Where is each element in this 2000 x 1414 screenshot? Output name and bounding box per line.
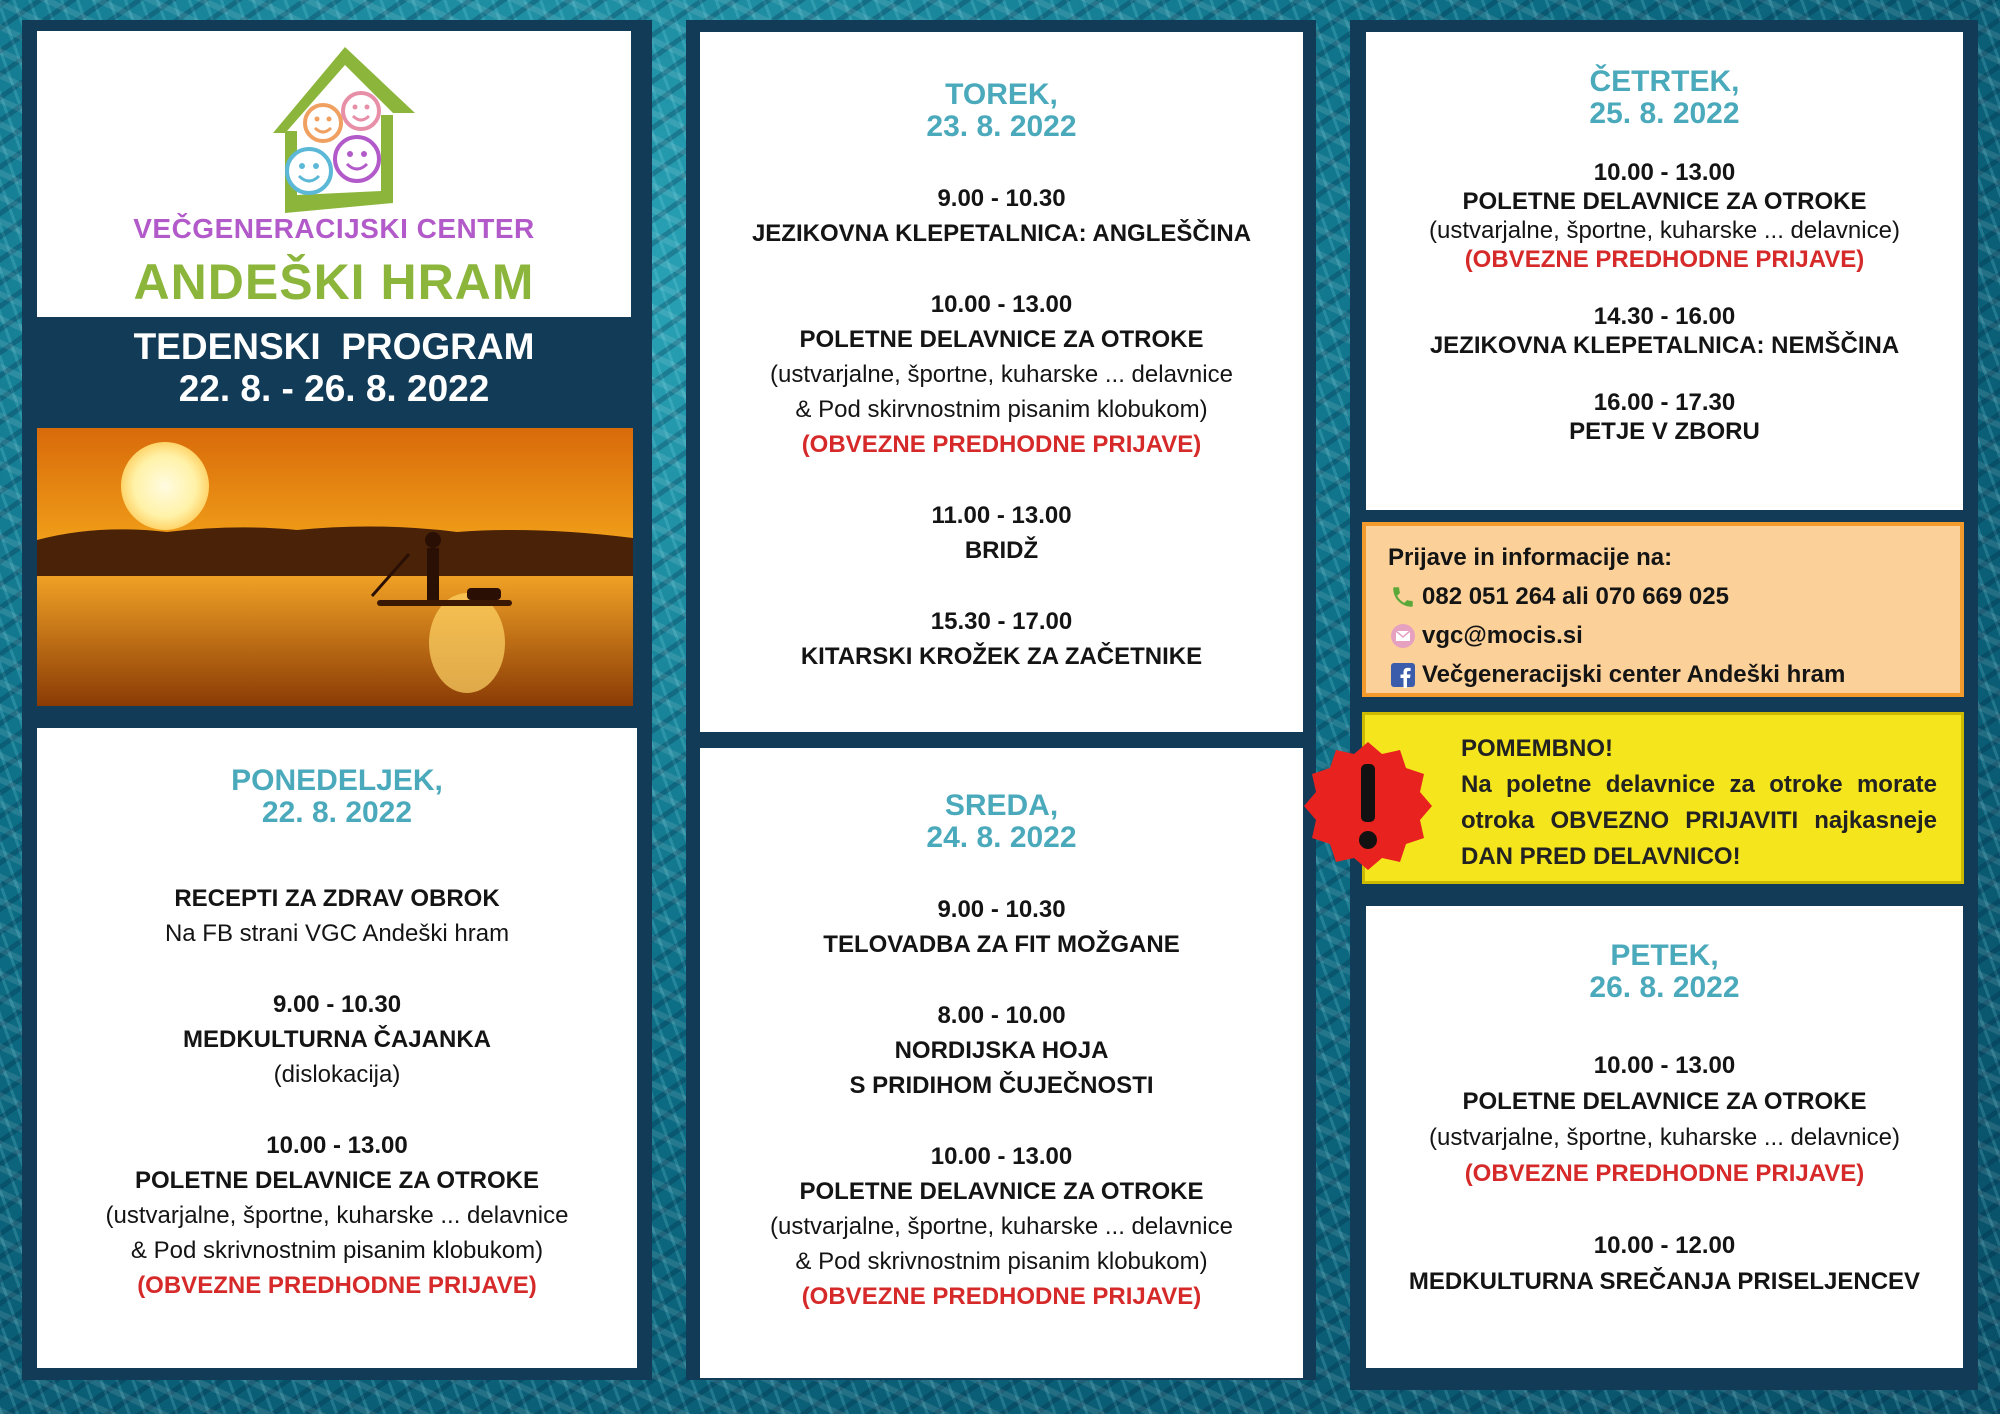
important-notice [1362, 712, 1964, 884]
wednesday-event-1-title: TELOVADBA ZA FIT MOŽGANE [823, 931, 1180, 958]
tuesday-heading: TOREK, [945, 78, 1058, 111]
monday-card [37, 728, 637, 1368]
contact-phone-row [1388, 577, 1960, 616]
wednesday-event-3-time: 10.00 - 13.00 [930, 1143, 1073, 1170]
contact-phone: 082 051 264 ali 070 669 025 [1422, 583, 1729, 610]
monday-event-3-required: (OBVEZNE PREDHODNE PRIJAVE) [137, 1272, 537, 1299]
friday-event-1-required: (OBVEZNE PREDHODNE PRIJAVE) [1464, 1160, 1865, 1187]
monday-event-3-desc: (ustvarjalne, športne, kuharske ... delavnice [105, 1202, 569, 1229]
thursday-event-3-title: PETJE V ZBORU [1569, 418, 1760, 445]
notice-title: POMEMBNO! [1461, 735, 1613, 762]
wednesday-date: 24. 8. 2022 [926, 821, 1077, 854]
tuesday-event-3-title: BRIDŽ [964, 537, 1039, 564]
contact-heading: Prijave in informacije na: [1388, 544, 1673, 571]
program-header [37, 326, 631, 410]
thursday-card [1366, 32, 1963, 510]
exclamation-badge-icon [1302, 740, 1434, 872]
friday-heading: PETEK, [1610, 939, 1719, 972]
wednesday-event-3-title: POLETNE DELAVNICE ZA OTROKE [799, 1178, 1204, 1205]
wednesday-event-2-time: 8.00 - 10.00 [937, 1002, 1066, 1029]
friday-event-1-title: POLETNE DELAVNICE ZA OTROKE [1462, 1088, 1867, 1115]
monday-event-1-title: RECEPTI ZA ZDRAV OBROK [174, 885, 500, 912]
tuesday-event-2-time: 10.00 - 13.00 [930, 291, 1073, 318]
tuesday-event-2-title: POLETNE DELAVNICE ZA OTROKE [799, 326, 1204, 353]
thursday-date: 25. 8. 2022 [1589, 97, 1740, 130]
tuesday-event-1-time: 9.00 - 10.30 [937, 185, 1066, 212]
thursday-event-1-required: (OBVEZNE PREDHODNE PRIJAVE) [1464, 246, 1865, 273]
tuesday-event-1-title: JEZIKOVNA KLEPETALNICA: ANGLEŠČINA [751, 220, 1252, 247]
logo-title: ANDEŠKI HRAM [133, 254, 535, 310]
monday-event-3-time: 10.00 - 13.00 [266, 1132, 408, 1159]
thursday-heading: ČETRTEK, [1589, 65, 1740, 98]
contact-email[interactable]: vgc@mocis.si [1422, 622, 1583, 649]
monday-event-2-desc: (dislokacija) [273, 1061, 401, 1088]
friday-date: 26. 8. 2022 [1589, 971, 1740, 1004]
tuesday-card [700, 32, 1303, 732]
monday-date: 22. 8. 2022 [261, 796, 413, 829]
wednesday-event-1-time: 9.00 - 10.30 [937, 896, 1066, 923]
monday-event-2-title: MEDKULTURNA ČAJANKA [183, 1026, 491, 1053]
program-dates: 22. 8. - 26. 8. 2022 [178, 368, 490, 409]
thursday-event-1-time: 10.00 - 13.00 [1593, 159, 1736, 186]
monday-heading: PONEDELJEK, [231, 764, 443, 797]
monday-event-3-title: POLETNE DELAVNICE ZA OTROKE [134, 1167, 539, 1194]
wednesday-event-3-required: (OBVEZNE PREDHODNE PRIJAVE) [801, 1283, 1202, 1310]
tuesday-event-2-desc-2: & Pod skirvnostnim pisanim klobukom) [795, 396, 1208, 423]
friday-event-2-time: 10.00 - 12.00 [1593, 1232, 1736, 1259]
friday-event-1-desc: (ustvarjalne, športne, kuharske ... delavnice) [1429, 1124, 1900, 1151]
wednesday-event-2-title-2: S PRIDIHOM ČUJEČNOSTI [849, 1072, 1154, 1099]
contact-info-box [1362, 522, 1964, 697]
contact-email-row [1388, 616, 1960, 655]
wednesday-heading: SREDA, [944, 789, 1059, 822]
friday-card [1366, 906, 1963, 1368]
tuesday-event-4-time: 15.30 - 17.00 [930, 608, 1073, 635]
thursday-event-1-desc: (ustvarjalne, športne, kuharske ... delavnice) [1429, 217, 1900, 244]
thursday-event-2-time: 14.30 - 16.00 [1593, 303, 1736, 330]
sunset-paddleboard-image [37, 428, 633, 706]
monday-event-1-desc: Na FB strani VGC Andeški hram [164, 920, 510, 947]
program-title: TEDENSKI PROGRAM [133, 326, 535, 367]
logo-box [37, 31, 631, 317]
wednesday-card [700, 748, 1303, 1378]
monday-event-3-desc-2: & Pod skrivnostnim pisanim klobukom) [130, 1237, 544, 1264]
wednesday-event-3-desc-2: & Pod skrivnostnim pisanim klobukom) [795, 1248, 1208, 1275]
friday-event-1-time: 10.00 - 13.00 [1593, 1052, 1736, 1079]
notice-body: Na poletne delavnice za otroke morate otroka OBVEZNO PRIJAVITI najkasneje DAN PRED DELAVNICO! [1461, 771, 1937, 870]
thursday-event-2-title: JEZIKOVNA KLEPETALNICA: NEMŠČINA [1429, 332, 1900, 359]
thursday-event-1-title: POLETNE DELAVNICE ZA OTROKE [1462, 188, 1867, 215]
tuesday-event-4-title: KITARSKI KROŽEK ZA ZAČETNIKE [800, 643, 1203, 670]
contact-facebook-row [1388, 655, 1960, 694]
friday-event-2-title: MEDKULTURNA SREČANJA PRISELJENCEV [1408, 1268, 1921, 1295]
logo-subtitle: VEČGENERACIJSKI CENTER [133, 213, 535, 244]
tuesday-event-2-required: (OBVEZNE PREDHODNE PRIJAVE) [801, 431, 1202, 458]
wednesday-event-3-desc: (ustvarjalne, športne, kuharske ... delavnice [770, 1213, 1233, 1240]
tuesday-event-2-desc: (ustvarjalne, športne, kuharske ... delavnice [770, 361, 1233, 388]
wednesday-event-2-title: NORDIJSKA HOJA [894, 1037, 1109, 1064]
thursday-event-3-time: 16.00 - 17.30 [1593, 389, 1736, 416]
house-logo-icon [265, 43, 425, 213]
facebook-icon [1388, 660, 1418, 690]
tuesday-date: 23. 8. 2022 [926, 110, 1077, 143]
tuesday-event-3-time: 11.00 - 13.00 [931, 502, 1072, 529]
monday-event-2-time: 9.00 - 10.30 [272, 991, 402, 1018]
contact-facebook[interactable]: Večgeneracijski center Andeški hram [1422, 661, 1846, 688]
mail-icon [1388, 621, 1418, 651]
phone-icon [1388, 582, 1418, 612]
